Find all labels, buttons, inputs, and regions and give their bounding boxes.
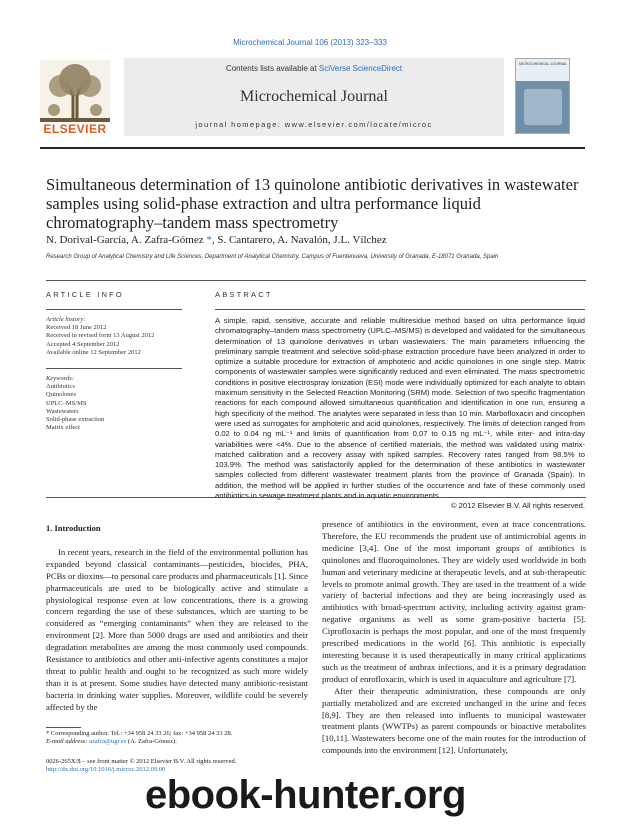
- journal-banner: [124, 58, 504, 136]
- keywords-rule: [46, 368, 182, 369]
- history-label: Article history:: [46, 316, 86, 323]
- contents-line: [124, 64, 504, 73]
- author-list: [46, 234, 586, 246]
- email-line: [46, 738, 308, 746]
- keyword-item: Matrix effect: [46, 424, 80, 432]
- cover-title: MICROCHEMICAL JOURNAL: [519, 62, 568, 66]
- abstract-rule: [215, 309, 585, 310]
- article-info-heading: ARTICLE INFO: [46, 290, 124, 299]
- history-item: Available online 12 September 2012: [46, 348, 141, 356]
- journal-homepage[interactable]: journal homepage: www.elsevier.com/locate/microc: [195, 120, 433, 129]
- section-heading-introduction: 1. Introduction: [46, 523, 101, 533]
- contents-prefix: Contents lists available at: [225, 64, 319, 73]
- abstract: [215, 290, 585, 512]
- email-link[interactable]: azafra@ugr.es: [89, 738, 127, 746]
- journal-cover-thumbnail: [515, 58, 570, 134]
- article-title: Simultaneous determination of 13 quinolone antibiotic derivatives in wastewater samples using solid-phase extraction and ultra performance liquid chromatography–tandem mass spectrometry: [46, 175, 579, 232]
- body-paragraph: After their therapeutic administration, these compounds are only partially metabolized and are excreted unchanged in the urine and feces [8,9]. They are then released into influents to municipal wastewater treatment plants (WWTPs) as parent compounds or bioactive metabolites [10,11]. Wastewaters become one of the main routes for the introduction of compounds into the environment [12]. Unfortunately,: [322, 685, 586, 756]
- journal-title: Microchemical Journal: [240, 88, 388, 105]
- header-rule: [40, 147, 585, 149]
- article-info-rule: [46, 309, 182, 310]
- journal-header: [40, 58, 585, 140]
- keyword-item: Solid-phase extraction: [46, 416, 105, 424]
- keywords-label: Keywords:: [46, 375, 74, 383]
- footnote-rule: [46, 727, 81, 728]
- body-column-left: [46, 523, 308, 714]
- body-paragraph: presence of antibiotics in the environment, even at trace concentrations. Therefore, the EU recommends the prudent use of antimicrobial agents in medicine [3,4]. One of the most important groups of antibiotics is quinolones and fluoroquinolones. They are widely used worldwide in both human and veterinary medicine at therapeutic levels, and at sub-therapeutic levels to promote animal growth. They are used in the treatment of a wide variety of bacterial infections and they are being increasingly used as antibiotics with broad-spectrum activity, including activity against gram-negative organisms as well as some gram-positive bacteria [5]. Ciprofloxacin is perhaps the most popular, and one of the most frequently prescribed medications in the world [6]. This antibiotic is especially interesting because it is used therapeutically in many critical applications such as the treatment of anthrax infections, and it is a primary degradation product of enrofloxacin, which is used in aquaculture and agriculture [7].: [322, 519, 586, 684]
- abstract-rule-bottom: [46, 497, 586, 498]
- watermark: ebook-hunter.org: [145, 773, 466, 817]
- authors-part-b: , S. Cantarero, A. Navalón, J.L. Vílchez: [211, 234, 387, 246]
- history-item: Received in revised form 13 August 2012: [46, 332, 155, 340]
- doi-link[interactable]: http://dx.doi.org/10.1016/j.microc.2012.09.00: [46, 766, 166, 774]
- publisher-logo-text: ELSEVIER: [43, 122, 107, 136]
- keyword-item: Quinolones: [46, 391, 76, 399]
- body-column-right: [322, 519, 586, 757]
- abstract-text: A simple, rapid, sensitive, accurate and reliable multiresidue method based on ultra performance liquid chromatography–tandem mass spectrometry (UPLC–MS/MS) is developed and validated for the simultaneous determination of 13 quinolone derivatives in urban wastewaters. The main parameters influencing the preliminary sample treatment and selective solid-phase extraction procedure have been analyzed in order to optimize a suitable procedure for extraction of amphoteric and acidic quinolones in one single step. Matrix components of wastewater samples were significantly reduced and even eliminated. The mass spectrometric conditions in positive electrospray ionization (ESI) mode were individually optimized for each analyte to obtain maximum sensitivity in the Selected Reaction Monitoring (SRM) mode. Selection of two specific fragmentation reactions for each compound allowed simultaneous quantification and identification in one run, ensuring a high specificity of the method. The analytes were separated in less than 10 min. Marbofloxacin and cincophen were used as surrogates for amphoteric and acid quinolones, respectively. The limits of detection ranged from 0.02 to 0.04 ng mL⁻¹ and limits of quantification from 0.07 to 0.15 ng mL⁻¹, while inter- and intra-day variabilities were <4%. Due to the absence of certified materials, the method was validated using matrix-matched calibration and a recovery assay with spiked samples. Recovery rates ranged from 98.5% to 103.9%. The method was satisfactorily applied for the determination of these antibiotics in wastewater samples collected from different wastewater treatment plants from the province of Granada (Spain). In addition, the method will be applied in further studies of the occurrence and fate of these commonly used antibiotics in sewage treatment plants and in aquatic environments.: [215, 316, 585, 501]
- issn-line: 0026-265X/$ – see front matter © 2012 Elsevier B.V. All rights reserved.: [46, 758, 237, 765]
- elsevier-tree-logo-icon: [40, 60, 110, 130]
- history-item: Received 18 June 2012: [46, 324, 107, 332]
- info-rule-top: [46, 280, 586, 281]
- body-paragraph: In recent years, research in the field of the environmental pollution has expanded beyond classical contaminants—pesticides, biocides, PHA, PCBs or dioxins—to personal care products and pharmaceuticals [1]. Since pharmaceuticals are used to be biologically active and stimulate a physiological response even at low concentrations, there is a growing concern regarding the use of these substances, which are starting to be considered as “emerging contaminants” when they are released to the environment [2]. More than 5000 drugs are used and antibiotics and their degradation metabolites are among the most commonly used compounds. Resistance to antibiotics and other anti-infective agents constitutes a major threat to public health and ought to be recognized as such more widely than it is at present. Some studies have detected many antibiotic-resistant bacteria in drinking water supplies. Moreover, wildlife could be severely affected by the: [46, 546, 309, 712]
- email-label: E-mail address:: [46, 738, 90, 746]
- email-suffix: (A. Zafra-Gómez).: [126, 738, 177, 746]
- article-info: [46, 290, 182, 432]
- cover-image: [524, 89, 562, 125]
- keyword-item: UPLC–MS/MS: [46, 399, 87, 407]
- corresponding-author-note: * Corresponding author. Tel.: +34 958 24 33 26; fax: +34 958 24 33 28.: [46, 730, 233, 737]
- authors-part-a: N. Dorival-García, A. Zafra-Gómez: [46, 234, 207, 246]
- keyword-item: Wastewaters: [46, 407, 79, 415]
- footnote: [46, 730, 308, 747]
- journal-reference-link[interactable]: Microchemical Journal 106 (2013) 323–333: [233, 38, 387, 47]
- copyright: © 2012 Elsevier B.V. All rights reserved.: [450, 501, 585, 511]
- history-item: Accepted 4 September 2012: [46, 340, 120, 348]
- affiliation: Research Group of Analytical Chemistry and Life Sciences, Department of Analytical Chemistry, Campus of Fuentenueva, University of Granada, E-18071 Granada, Spain: [46, 254, 499, 260]
- abstract-heading: ABSTRACT: [215, 290, 273, 299]
- corresponding-author-marker[interactable]: *: [206, 234, 212, 246]
- sciencedirect-link[interactable]: SciVerse ScienceDirect: [318, 64, 403, 73]
- keyword-item: Antibiotics: [46, 383, 75, 391]
